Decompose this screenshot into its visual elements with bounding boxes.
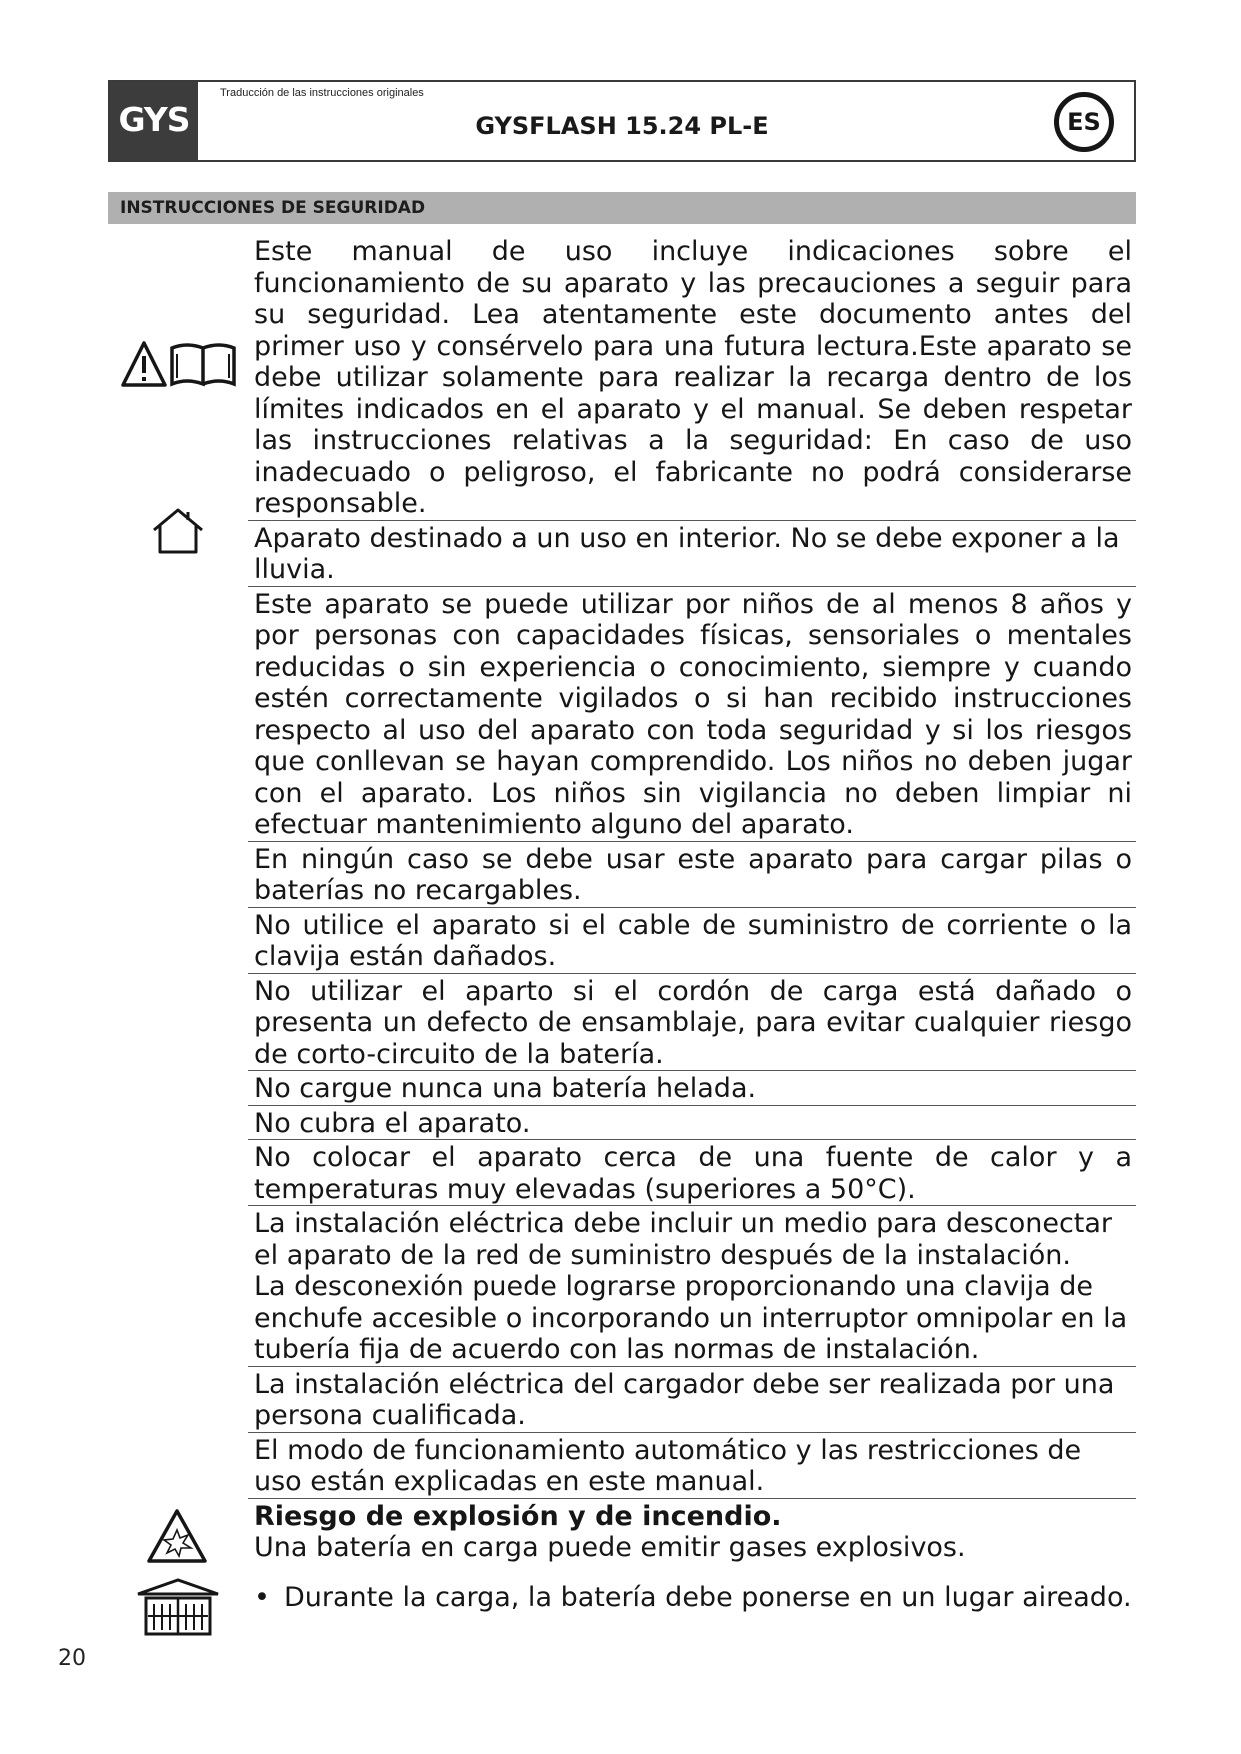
document-header: [108, 80, 1136, 162]
warning-manual-icon: [120, 340, 238, 390]
instruction-text: La instalación eléctrica del cargador debe ser realizada por una persona cualificada.: [254, 1368, 1115, 1431]
instruction-text: No cargue nunca una batería helada.: [254, 1073, 757, 1104]
logo-text: GYS: [118, 100, 190, 139]
instruction-text: Este manual de uso incluye indicaciones sobre el funcionamiento de su aparato y las precauciones a seguir para su seguridad. Lea atentamente este documento antes del primer uso y consérvelo para una futura lectura.Este aparato se debe utilizar solamente para realizar la recarga dentro de los límites indicados en el aparato y el manual. Se deben respetar las instrucciones relativas a la seguridad: En caso de uso inadecuado o peligroso, el fabricante no podrá considerarse responsable.: [254, 236, 1132, 519]
safety-instructions: [248, 236, 1136, 1613]
explosion-text: Una batería en carga puede emitir gases explosivos.: [254, 1532, 966, 1563]
instruction-item: [248, 1369, 1136, 1433]
bullet-icon: •: [254, 1581, 270, 1613]
instruction-item: [248, 1142, 1136, 1206]
instruction-item: [248, 1208, 1136, 1367]
instruction-text: El modo de funcionamiento automático y las restricciones de uso están explicadas en este manual.: [254, 1434, 1082, 1497]
instruction-text: Aparato destinado a un uso en interior. No se debe exponer a la lluvia.: [254, 522, 1120, 585]
instruction-item: [248, 976, 1136, 1072]
instruction-item: [248, 236, 1136, 521]
section-title: INSTRUCCIONES DE SEGURIDAD: [120, 198, 426, 218]
instruction-item: [248, 1435, 1136, 1499]
document-title: GYSFLASH 15.24 PL-E: [475, 112, 769, 140]
installation-text-1: La instalación eléctrica debe incluir un medio para desconectar el aparato de la red de suministro después de la instalación.: [254, 1208, 1113, 1271]
instruction-text: No cubra el aparato.: [254, 1107, 531, 1139]
indoor-use-icon: [150, 506, 206, 556]
instruction-text: No utilizar el aparto si el cordón de carga está dañado o presenta un defecto de ensamblaje, para evitar cualquier riesgo de corto-circuito de la batería.: [254, 975, 1132, 1070]
ventilated-shelter-icon: [134, 1576, 222, 1636]
installation-text-2: La desconexión puede lograrse proporcionando una clavija de enchufe accesible o incorporando un interruptor omnipolar en la tubería fija de acuerdo con las normas de instalación.: [254, 1271, 1128, 1365]
explosion-warning: [248, 1501, 1136, 1564]
bullet-item: [248, 1582, 1136, 1614]
instruction-item: [248, 589, 1136, 842]
section-header: [108, 192, 1136, 224]
instruction-text: Este aparato se puede utilizar por niños de al menos 8 años y por personas con capacidades físicas, sensoriales o mentales reducidas o sin experiencia o conocimiento, siempre y cuando estén correctamente vigilados o si han recibido instrucciones respecto al uso del aparato con toda seguridad y si los riesgos que conllevan se hayan comprendido. Los niños no deben jugar con el aparato. Los niños sin vigilancia no deben limpiar ni efectuar mantenimiento alguno del aparato.: [254, 588, 1132, 840]
explosion-title: Riesgo de explosión y de incendio.: [254, 1500, 782, 1532]
instruction-item: [248, 1108, 1136, 1141]
instruction-item: [248, 523, 1136, 587]
explosion-warning-icon: [146, 1508, 208, 1564]
bullet-text: Durante la carga, la batería debe ponerse en un lugar aireado.: [284, 1581, 1132, 1613]
instruction-item: [248, 910, 1136, 974]
page-number: 20: [58, 1646, 86, 1671]
language-badge: ES: [1054, 92, 1114, 152]
instruction-item: [248, 1073, 1136, 1106]
gys-logo: [110, 82, 198, 160]
header-subtitle: Traducción de las instrucciones originales: [220, 87, 424, 99]
instruction-item: [248, 844, 1136, 908]
instruction-text: No colocar el aparato cerca de una fuente de calor y a temperaturas muy elevadas (superiores a 50°C).: [254, 1142, 1132, 1205]
instruction-text: En ningún caso se debe usar este aparato para cargar pilas o baterías no recargables.: [254, 843, 1132, 906]
instruction-text: No utilice el aparato si el cable de suministro de corriente o la clavija están dañados.: [254, 909, 1132, 972]
